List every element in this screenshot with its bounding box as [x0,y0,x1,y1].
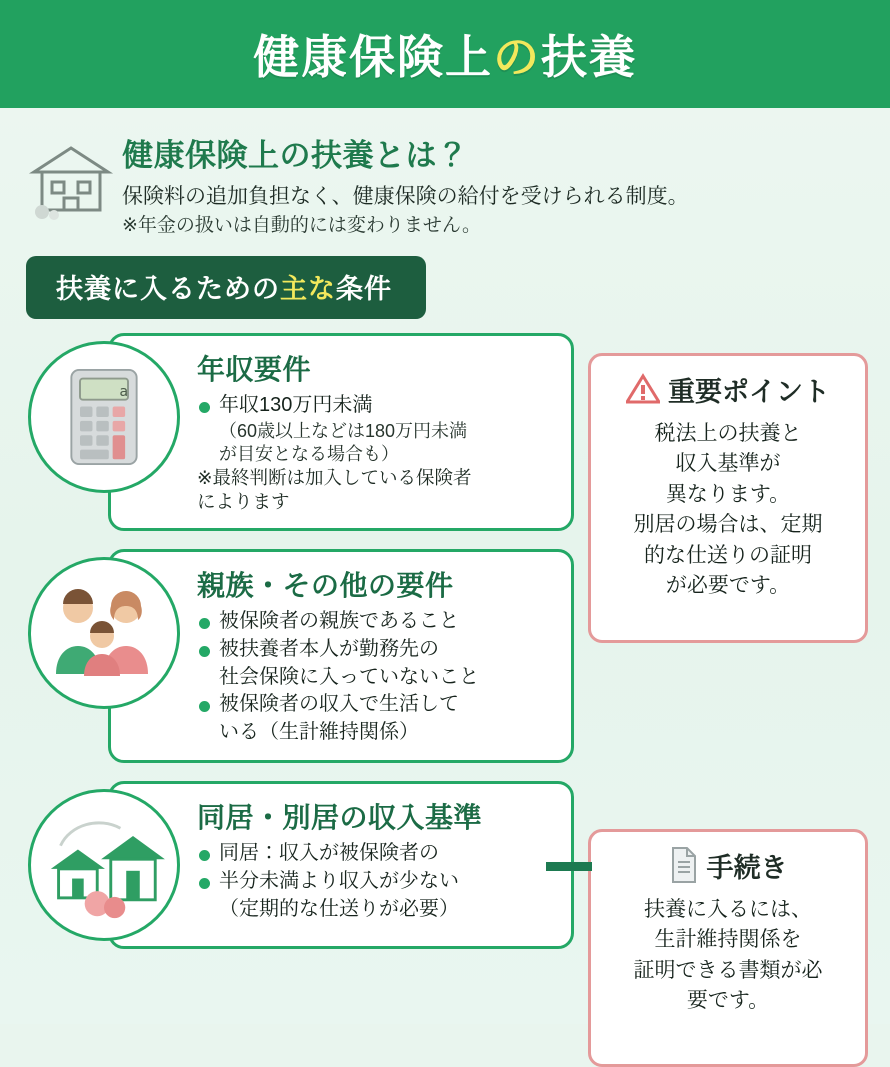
side-box-line: 的な仕送りの証明 [644,543,812,567]
side-box-text [601,419,855,602]
list-item-note: によります [197,491,290,513]
main-content [0,319,890,1067]
side-box-title: 手続き [706,852,788,883]
side-box-line: 収入基準が [675,452,781,476]
list-item: 年収130万円未満 [197,392,555,419]
requirement-list [197,392,555,419]
ribbon-text-after: 条件 [336,273,392,304]
side-box-important-point [588,353,868,643]
connector-line [546,862,592,871]
requirement-card-relatives-body [108,549,574,763]
svg-text:a: a [119,383,129,400]
list-item-continuation: いる（生計維持関係） [219,720,419,743]
page-header [0,0,890,108]
ribbon-text-highlight: 主な [280,273,336,304]
page-title-prefix: 健康保険上 [253,31,493,83]
conditions-ribbon-wrap [0,240,890,319]
document-icon [669,846,699,884]
requirement-card-relatives [22,549,574,763]
requirement-list [197,840,555,922]
list-item: 同居：収入が被保険者の [197,840,555,867]
requirement-title: 親族・その他の要件 [197,570,454,602]
intro-text [114,130,689,240]
intro-line-2: ※年金の扱いは自動的には変わりません。 [122,215,482,237]
intro-line-1: 保険料の追加負担なく、健康保険の給付を受けられる制度。 [122,185,689,208]
requirement-list [197,608,555,745]
list-item: 被保険者の収入で生活して [197,691,555,718]
side-box-header [601,846,855,885]
list-item: 被保険者の親族であること [197,608,555,635]
list-item-note: ※最終判断は加入している保険者 [197,467,472,489]
side-box-line: 証明できる書類が必 [633,958,823,982]
list-item-continuation: 社会保険に入っていないこと [219,665,479,688]
list-item: 被扶養者本人が勤務先の [197,636,555,663]
ribbon-text-before: 扶養に入るための [56,273,280,304]
side-box-line: 別居の場合は、定期 [633,513,823,537]
side-box-line: 扶養に入るには、 [644,897,812,921]
side-box-line: 生計維持関係を [654,928,802,952]
requirement-card-income [22,333,574,531]
requirement-title: 年収要件 [197,353,312,385]
intro-title: 健康保険上の扶養とは？ [122,138,469,173]
side-box-title: 重要ポイント [668,376,830,407]
side-box-line: 要です。 [686,989,770,1013]
side-box-line: 税法上の扶養と [654,421,802,445]
requirements-column [22,333,574,1067]
house-icon [28,130,114,224]
requirement-title: 同居・別居の収入基準 [197,802,483,834]
intro-section [0,108,890,240]
family-icon [28,557,180,709]
page-title [253,21,637,87]
side-box-header [601,370,855,409]
side-box-procedure [588,829,868,1067]
side-box-line: が必要です。 [665,574,791,598]
list-item-sub: （60歳以上などは180万円未満 [219,420,468,441]
side-box-text [601,895,855,1017]
list-item: 半分未満より収入が少ない [197,868,555,895]
list-item-sub: が目安となる場合も） [219,443,399,464]
houses-icon [28,789,180,941]
page-title-highlight: の [493,31,541,83]
side-box-line: 異なります。 [665,482,791,506]
warning-icon [626,373,660,405]
requirement-card-residence [22,781,574,951]
side-column [588,333,868,1067]
calculator-icon [28,341,180,493]
page-title-suffix: 扶養 [541,31,637,83]
list-item-continuation: （定期的な仕送りが必要） [219,897,459,920]
conditions-ribbon [26,256,426,319]
